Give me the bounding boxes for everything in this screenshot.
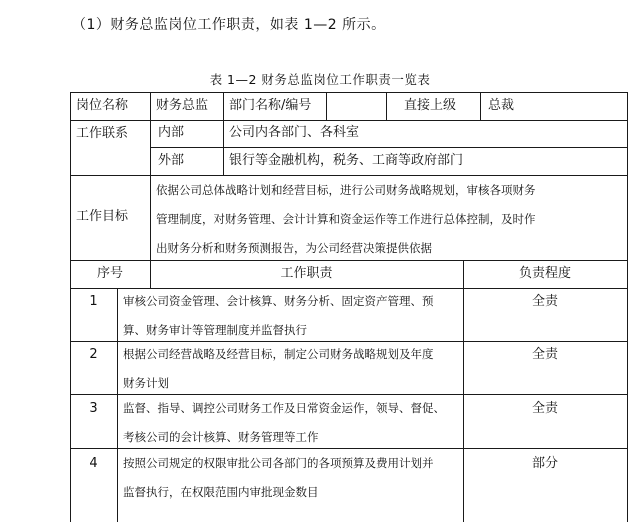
duty-resp: 全责 [531,347,558,362]
rule-inner-relations [150,147,628,148]
superior-label: 直接上级 [404,98,457,113]
duty-line: 根据公司经营战略及经营目标，制定公司财务战略规划及年度 [123,347,434,361]
goal-line: 依据公司总体战略计划和经营目标，进行公司财务战略规划，审核各项财务 [156,183,536,197]
duty-line: 监督、指导、调控公司财务工作及日常资金运作，领导、督促、 [123,401,445,415]
duty-line: 审核公司资金管理、会计核算、财务分析、固定资产管理、预 [123,294,434,308]
duty-header-duty: 工作职责 [280,266,333,281]
duty-resp: 全责 [531,401,558,416]
rule-after-header [70,120,628,121]
relations-label: 工作联系 [76,126,129,141]
duty-header-resp: 负责程度 [518,266,571,281]
rule-col-c [326,92,327,120]
rule-top [70,92,628,93]
duty-text [123,449,434,507]
intro-text: （1）财务总监岗位工作职责，如表 1—2 所示。 [72,17,386,33]
duty-no: 1 [89,294,98,309]
duty-header-no: 序号 [96,266,123,281]
rule-right [627,92,628,522]
duty-resp: 全责 [531,294,558,309]
rule-col-d [386,92,387,120]
goal-label: 工作目标 [76,209,129,224]
rule-col-e [480,92,481,120]
duty-line: 监督执行，在权限范围内审批现金数目 [123,485,319,499]
internal-value: 公司内各部门、各科室 [229,125,360,140]
duty-no: 4 [89,456,98,471]
duty-text [123,340,434,398]
superior-value: 总裁 [488,98,515,113]
goal-line: 管理制度，对财务管理、会计计算和资金运作等工作进行总体控制，及时作 [156,212,536,226]
post-label: 岗位名称 [76,98,129,113]
table-caption: 表 1—2 财务总监岗位工作职责一览表 [209,72,431,87]
rule-col-no-duty [117,288,118,522]
duty-no: 2 [89,347,98,362]
duty-resp: 部分 [531,456,558,471]
duty-text [123,287,434,345]
internal-label: 内部 [158,125,185,140]
duty-line: 算、财务审计等管理制度并监督执行 [123,323,307,337]
duty-no: 3 [89,401,98,416]
external-value: 银行等金融机构，税务、工商等政府部门 [229,153,464,168]
duty-line: 财务计划 [123,376,169,390]
duty-line: 按照公司规定的权限审批公司各部门的各项预算及费用计划并 [123,456,434,470]
post-value: 财务总监 [156,98,209,113]
external-label: 外部 [158,153,185,168]
duty-line: 考核公司的会计核算、财务管理等工作 [123,430,319,444]
rule-col-b [223,92,224,175]
rule-col-a [150,92,151,260]
duty-text [123,394,445,452]
goal-line: 出财务分析和财务预测报告，为公司经营决策提供依据 [156,241,432,255]
dept-label: 部门名称/编号 [229,98,312,113]
goal-text [156,176,536,263]
